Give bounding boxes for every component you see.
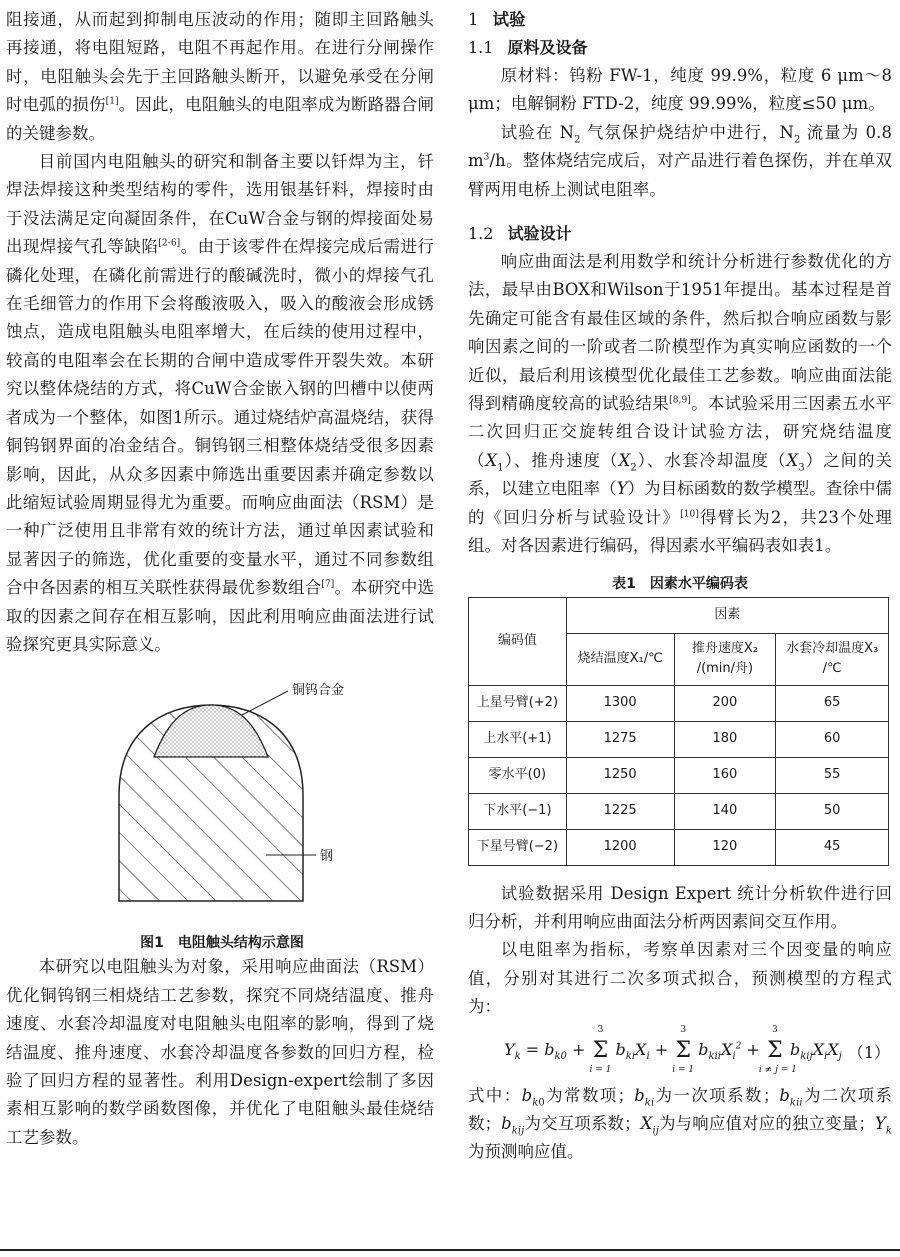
table-row: 下水平(−1) 1225 140 50	[469, 793, 889, 829]
table-row: 下星号臂(−2) 1200 120 45	[469, 829, 889, 865]
paragraph-intro-continued: 阻接通，从而起到抑制电压波动的作用；随即主回路触头再接通，将电阻短路，电阻不再起作用。在进行分闸操作时，电阻触头会先于主回路触头断开，以避免承受在分闸时电弧的损伤[1]。因此，电阻触头的电阻率成为断路器合闸的关键参数。	[6, 10, 434, 143]
factor-level-table	[468, 597, 889, 866]
table-row: 上星号臂(+2) 1300 200 65	[469, 685, 889, 721]
section-heading-1-2: 1.2 试验设计	[468, 224, 572, 244]
paragraph-response: 以电阻率为指标，考察单因素对三个因变量的响应值，分别对其进行二次多项式拟合，预测模型的方程式为：	[468, 940, 892, 1017]
label-steel: 钢	[320, 849, 334, 865]
table-header-col1: 烧结温度X₁/℃	[566, 633, 674, 685]
figure-1	[6, 663, 434, 953]
table-caption: 表1 因素水平编码表	[612, 575, 748, 592]
figure-caption: 图1 电阻触头结构示意图	[140, 935, 304, 952]
paragraph-objective: 本研究以电阻触头为对象，采用响应曲面法（RSM）优化铜钨钢三相烧结工艺参数，探究不同烧结温度、推舟速度、水套冷却温度对电阻触头电阻率的影响，得到了烧结温度、推舟速度、水套冷却温度各参数的回归方程，检验了回归方程的显著性。利用Design-expert绘制了多因素相互影响的数学函数图像，并优化了电阻触头最佳烧结工艺参数。	[6, 957, 434, 1147]
right-column	[468, 6, 892, 1167]
table-header-factors: 因素	[566, 597, 888, 633]
table-header-code: 编码值	[469, 597, 567, 685]
equation-number: （1）	[847, 1042, 890, 1062]
table-header-col3: 水套冷却温度X₃ /℃	[776, 633, 889, 685]
paragraph-experiment: 试验在 $N_2$ 气氛保护烧结炉中进行，$N_2$ 流量为 0.8 $m^3/h$。整体烧结完成后，对产品进行着色探伤，并在单双臂两用电桥上测试电阻率。	[468, 122, 892, 199]
paragraph-design: 响应曲面法是利用数学和统计分析进行参数优化的方法，最早由BOX和Wilson于1951年提出。基本过程是首先确定可能含有最佳区域的条件，然后拟合响应函数与影响因素之间的一阶或者二阶模型作为真实响应函数的一个近似，最后利用该模型优化最佳工艺参数。响应曲面法能得到精确度较高的试验结果[8,9]。本试验采用三因素五水平二次回归正交旋转组合设计试验方法，研究烧结温度$(X_1)$、推舟速度$(X_2)$、水套冷却温度$(X_3)$之间的关系，以建立电阻率（Y）为目标函数的数学模型。查徐中儒的《回归分析与试验设计》[10]得臂长为2，共23个处理组。对各因素进行编码，得因素水平编码表如表1。	[468, 252, 893, 556]
page-bottom-rule	[0, 1249, 900, 1251]
paragraph-variable-definitions: 式中：$b_{k0}$为常数项；$b_{ki}$为一次项系数；$b_{kii}$为二次项系数；$b_{kij}$为交互项系数；$X_{ij}$为与响应值对应的独立变量；$Y_k$为预测响应值。	[468, 1085, 893, 1162]
table-row: 上水平(+1) 1275 180 60	[469, 721, 889, 757]
paragraph-data-analysis: 试验数据采用 Design Expert 统计分析软件进行回归分析，并利用响应曲面法分析两因素间交互作用。	[468, 883, 892, 931]
equation-body: $Y_k = b_{k0}$ + 3 Σ i = 1 $b_{ki}X_i$ + 3 Σ i = 1 $b_{kii}X_i^2$ + 3 Σ i ≠ j = 1 $b_{kij}X_iX_j$	[504, 1024, 842, 1075]
table-row: 零水平(0) 1250 160 55	[469, 757, 889, 793]
contact-structure-diagram	[6, 663, 434, 925]
regression-equation	[468, 1026, 892, 1082]
paragraph-background: 目前国内电阻触头的研究和制备主要以钎焊为主，钎焊法焊接这种类型结构的零件，选用银基钎料，焊接时由于没法满足定向凝固条件，在CuW合金与钢的焊接面处易出现焊接气孔等缺陷[2-6]。由于该零件在焊接完成后需进行磷化处理，在磷化前需进行的酸碱洗时，微小的焊接气孔在毛细管力的作用下会将酸液吸入，吸入的酸液会形成锈蚀点，造成电阻触头电阻率增大，在后续的使用过程中，较高的电阻率会在长期的合闸中造成零件开裂失效。本研究以整体烧结的方式，将CuW合金嵌入钢的凹槽中以使两者成为一个整体，如图1所示。通过烧结炉高温烧结，获得铜钨钢界面的冶金结合。铜钨钢三相整体烧结受很多因素影响，因此，从众多因素中筛选出重要因素并确定参数以此缩短试验周期显得尤为重要。而响应曲面法（RSM）是一种广泛使用且非常有效的统计方法，通过单因素试验和显著因子的筛选，优化重要的变量水平，通过不同参数组合中各因素的相互关联性获得最优参数组合[7]。本研究中选取的因素之间存在相互影响，因此利用响应曲面法进行试验探究更具实际意义。	[6, 152, 435, 654]
label-cuw-alloy: 铜钨合金	[292, 683, 345, 699]
left-column	[6, 6, 434, 1152]
table-header-col2: 推舟速度X₂ /(min/舟)	[674, 633, 776, 685]
paragraph-materials: 原材料：钨粉 FW-1，纯度 99.9%，粒度 6 μm～8 μm；电解铜粉 FTD-2，纯度 99.99%，粒度≤50 μm。	[468, 66, 892, 114]
leader-line-cuw	[242, 691, 288, 715]
section-heading-1: 1 试验	[468, 10, 526, 29]
section-heading-1-1: 1.1 原料及设备	[468, 38, 588, 57]
